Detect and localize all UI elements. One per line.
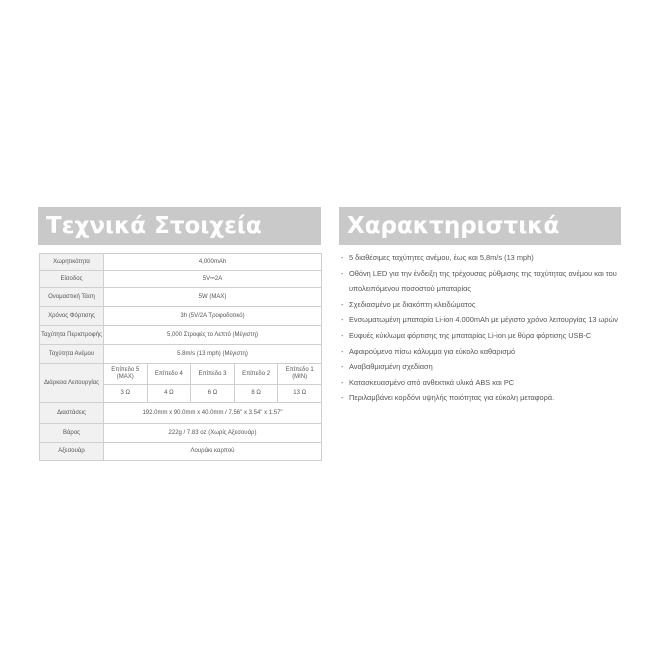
spec-label: Είσοδος	[40, 271, 104, 288]
runtime-hours: 8 Ω	[234, 385, 278, 403]
table-row	[40, 307, 322, 326]
runtime-level: Επίπεδο 4	[147, 364, 191, 385]
spec-value: 5V⎓2A	[104, 271, 322, 288]
list-item: - Περιλαμβάνει κορδόνι υψηλής ποιότητας για εύκολη μεταφορά.	[340, 390, 630, 406]
runtime-level: Επίπεδο 5 (MAX)	[104, 364, 148, 385]
runtime-level: Επίπεδο 1 (MIN)	[278, 364, 322, 385]
spec-label: Ονομαστική Τάση	[40, 288, 104, 307]
spec-label: Διάρκεια Λειτουργίας	[40, 364, 104, 403]
specs-table	[39, 253, 322, 461]
specs-header: Τεχνικά Στοιχεία	[38, 207, 321, 245]
list-item: - Ευφυές κύκλωμα φόρτισης της μπαταρίας Li-ion με θύρα φόρτισης USB-C	[340, 328, 630, 344]
spec-value: 222g / 7.83 oz (Χωρίς Αξεσουάρ)	[104, 424, 322, 443]
list-item: - Αφαιρούμενο πίσω κάλυμμα για εύκολο καθαρισμό	[340, 344, 630, 360]
spec-value: 4,000mAh	[104, 254, 322, 271]
table-row	[40, 254, 322, 271]
spec-label: Διαστάσεις	[40, 403, 104, 424]
features-header: Χαρακτηριστικά	[339, 207, 621, 245]
table-row	[40, 403, 322, 424]
spec-label: Ταχύτητα Ανέμου	[40, 345, 104, 364]
list-item: - Ενσωματωμένη μπαταρία Li-ion 4.000mAh με μέγιστο χρόνο λειτουργίας 13 ωρών	[340, 312, 630, 328]
features-list	[340, 250, 630, 406]
spec-value: 3h (5V/2A Τροφοδοτικό)	[104, 307, 322, 326]
spec-value: 5,000 Στροφές το Λεπτό (Μέγιστη)	[104, 326, 322, 345]
list-item: - Κατασκευασμένο από ανθεκτικά υλικά ABS και PC	[340, 375, 630, 391]
list-item: - Οθόνη LED για την ένδειξη της τρέχουσας ρύθμισης της ταχύτητας ανέμου και του υπολειπόμενου ποσοστού μπαταρίας	[340, 266, 630, 297]
runtime-hours: 3 Ω	[104, 385, 148, 403]
spec-value: 192.0mm x 90.0mm x 40.0mm / 7.56" x 3.54" x 1.57"	[104, 403, 322, 424]
spec-label: Χρόνος Φόρτισης	[40, 307, 104, 326]
table-row	[40, 364, 322, 385]
spec-value: 5W (MAX)	[104, 288, 322, 307]
runtime-level: Επίπεδο 3	[191, 364, 235, 385]
spec-label: Ταχύτητα Περιστροφής	[40, 326, 104, 345]
runtime-level: Επίπεδο 2	[234, 364, 278, 385]
table-row	[40, 443, 322, 461]
table-row	[40, 288, 322, 307]
list-item: - Σχεδιασμένο με διακόπτη κλειδώματος	[340, 297, 630, 313]
list-item: - 5 διαθέσιμες ταχύτητες ανέμου, έως και 5,8m/s (13 mph)	[340, 250, 630, 266]
runtime-hours: 6 Ω	[191, 385, 235, 403]
table-row	[40, 345, 322, 364]
spec-label: Χωρητικότητα	[40, 254, 104, 271]
table-row	[40, 326, 322, 345]
spec-value: Λουράκι καρπού	[104, 443, 322, 461]
table-row	[40, 424, 322, 443]
runtime-hours: 4 Ω	[147, 385, 191, 403]
spec-value: 5.8m/s (13 mph) (Μέγιστη)	[104, 345, 322, 364]
runtime-hours: 13 Ω	[278, 385, 322, 403]
spec-label: Βάρος	[40, 424, 104, 443]
table-row	[40, 271, 322, 288]
spec-label: Αξεσουάρ	[40, 443, 104, 461]
list-item: - Αναβαθμισμένη σχεδίαση	[340, 359, 630, 375]
